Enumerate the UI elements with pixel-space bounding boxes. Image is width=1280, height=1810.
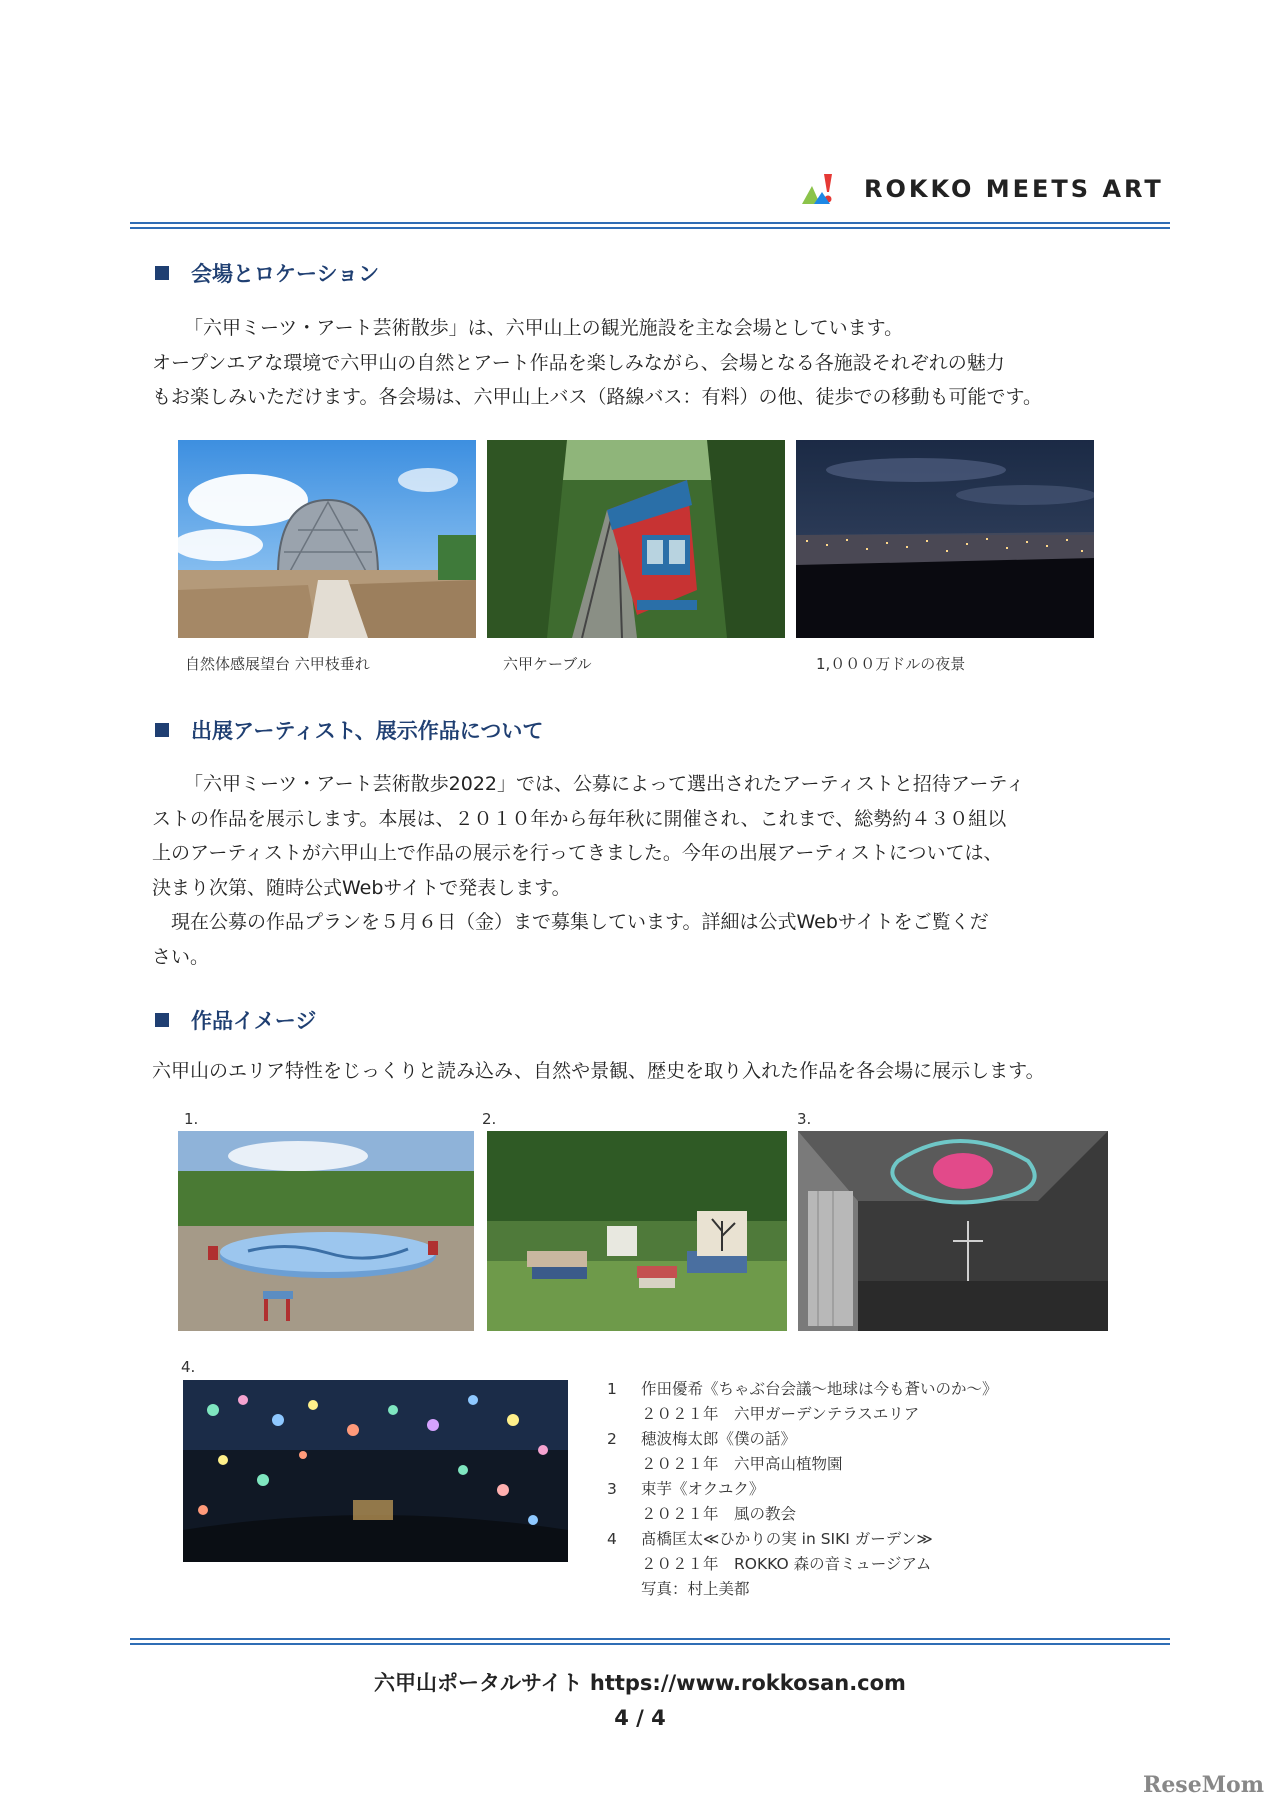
- credit-number: 3: [607, 1480, 617, 1498]
- photo-work-4: [183, 1380, 568, 1562]
- credit-detail: ２０２１年 ROKKO 森の音ミュージアム: [641, 1555, 932, 1573]
- photo-night-view: [796, 440, 1094, 638]
- header-rule: [130, 222, 1170, 229]
- paragraph-line: 「六甲ミーツ・アート芸術散歩2022」では、公募によって選出されたアーティストと招待アーティ: [184, 773, 1025, 795]
- credit-title: 穂波梅太郎《僕の話》: [641, 1430, 797, 1448]
- credit-row: [607, 1377, 1077, 1402]
- work-label: 3.: [797, 1110, 812, 1128]
- credit-number: 4: [607, 1530, 617, 1548]
- photo-credit: 写真：村上美都: [641, 1580, 750, 1598]
- square-bullet-icon: [155, 723, 169, 737]
- artists-paragraph: [152, 767, 1152, 974]
- photo-work-2: [487, 1131, 787, 1331]
- section-heading-artists: [155, 715, 543, 745]
- section-title: 会場とロケーション: [191, 262, 380, 286]
- paragraph-line: 「六甲ミーツ・アート芸術散歩」は、六甲山上の観光施設を主な会場としています。: [184, 317, 904, 339]
- credit-number: 2: [607, 1430, 617, 1448]
- portal-site-link[interactable]: 六甲山ポータルサイト https://www.rokkosan.com: [374, 1671, 906, 1695]
- credit-title: 束芋《オクユク》: [641, 1480, 765, 1498]
- square-bullet-icon: [155, 1013, 169, 1027]
- paragraph-line: 決まり次第、随時公式Webサイトで発表します。: [152, 876, 571, 899]
- works-lead: 六甲山のエリア特性をじっくりと読み込み、自然や景観、歴史を取り入れた作品を各会場に展示します。: [152, 1060, 1045, 1082]
- credit-title: 髙橋匡太≪ひかりの実 in SIKI ガーデン≫: [641, 1530, 933, 1548]
- work-label: 2.: [482, 1110, 497, 1128]
- photo-work-3: [798, 1131, 1108, 1331]
- credit-row: [607, 1477, 1077, 1502]
- section-title: 出展アーティスト、展示作品について: [191, 719, 544, 743]
- paragraph-line: 現在公募の作品プランを５月６日（金）まで募集しています。詳細は公式Webサイトをご覧くだ: [152, 911, 989, 933]
- page-number: 4 / 4: [614, 1706, 666, 1730]
- logo-mark-icon: [800, 174, 856, 206]
- venue-paragraph: [152, 311, 1152, 415]
- section-heading-works: [155, 1005, 316, 1035]
- credit-row: [607, 1427, 1077, 1452]
- credit-detail: ２０２１年 六甲高山植物園: [641, 1455, 843, 1473]
- credit-title: 作田優希《ちゃぶ台会議〜地球は今も蒼いのか〜》: [641, 1380, 998, 1398]
- credit-number: 1: [607, 1380, 617, 1398]
- paragraph-line: ストの作品を展示します。本展は、２０１０年から毎年秋に開催され、これまで、総勢約４３０組以: [152, 807, 1007, 830]
- photo-observatory: [178, 440, 476, 638]
- photo-cable-car: [487, 440, 785, 638]
- paragraph-line: オープンエアな環境で六甲山の自然とアート作品を楽しみながら、会場となる各施設それぞれの魅力: [152, 351, 1005, 374]
- caption-night-view: 1,０００万ドルの夜景: [816, 655, 966, 673]
- work-label: 1.: [184, 1110, 199, 1128]
- credit-detail: ２０２１年 風の教会: [641, 1505, 797, 1523]
- watermark: ReseMom: [1143, 1772, 1264, 1798]
- works-credits: [607, 1377, 1077, 1602]
- work-label: 4.: [181, 1358, 196, 1376]
- section-heading-venue: [155, 258, 379, 288]
- credit-row: [607, 1527, 1077, 1552]
- square-bullet-icon: [155, 266, 169, 280]
- paragraph-line: もお楽しみいただけます。各会場は、六甲山上バス（路線バス：有料）の他、徒歩での移動も可能です。: [152, 386, 1042, 408]
- paragraph-line: さい。: [152, 945, 210, 968]
- caption-observatory: 自然体感展望台 六甲枝垂れ: [185, 655, 370, 673]
- paragraph-line: 上のアーティストが六甲山上で作品の展示を行ってきました。今年の出展アーティストについては、: [152, 842, 1003, 864]
- rokko-meets-art-logo: [800, 172, 1164, 208]
- credit-detail: ２０２１年 六甲ガーデンテラスエリア: [641, 1405, 920, 1423]
- caption-cable-car: 六甲ケーブル: [503, 655, 592, 673]
- section-title: 作品イメージ: [191, 1009, 317, 1033]
- footer-rule: [130, 1638, 1170, 1645]
- logo-text: ROKKO MEETS ART: [864, 175, 1164, 203]
- photo-work-1: [178, 1131, 474, 1331]
